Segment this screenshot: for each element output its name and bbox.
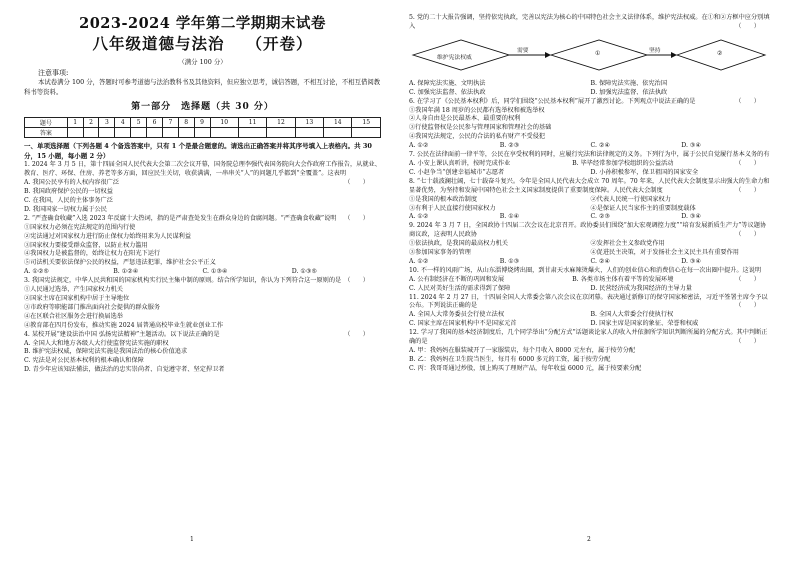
table-cell: 3 bbox=[99, 118, 115, 128]
table-cell: 10 bbox=[210, 118, 238, 128]
question-11 bbox=[409, 294, 772, 312]
answer-cell[interactable] bbox=[352, 128, 381, 138]
answer-paren: （ ） bbox=[735, 338, 760, 346]
option: D. 青少年应该知法懂法，做法治的忠实崇尚者、自觉遵守者、坚定捍卫者 bbox=[24, 366, 225, 374]
answer-paren: （ ） bbox=[344, 330, 369, 338]
flow-arrow-1-label: 需要 bbox=[517, 47, 529, 54]
options-row bbox=[24, 268, 381, 277]
answer-cell[interactable] bbox=[324, 128, 352, 138]
option: A. ①② bbox=[409, 213, 429, 221]
table-cell: 答案 bbox=[25, 128, 68, 138]
page-number: 1 bbox=[190, 536, 194, 543]
answer-paren: （ ） bbox=[344, 214, 369, 222]
answer-cell[interactable] bbox=[267, 128, 295, 138]
option: B. 各类市场主体有着平等的发展环境 bbox=[572, 275, 674, 283]
options-row bbox=[409, 240, 772, 249]
table-cell: 8 bbox=[178, 118, 194, 128]
option: B. 乙：我妈妈在卫生院当医生，每月有 6000 多元的工资，属于按劳分配 bbox=[409, 355, 611, 363]
statement: ②国家主席在国家机构中居于主导地位 bbox=[24, 294, 130, 302]
option: B. ②③ bbox=[499, 142, 520, 150]
options-row bbox=[409, 213, 772, 222]
notes-text: 本试卷满分 100 分，答题时可参考道德与法治教科书及其他资料，但应独立思考，诚信答题，不相互讨论，不相互借阅教科书等资料。 bbox=[24, 78, 381, 96]
answer-cell[interactable] bbox=[99, 128, 115, 138]
option: D. 加强宪法监督、依法执政 bbox=[590, 88, 668, 96]
question-3 bbox=[24, 277, 381, 286]
table-cell: 题号 bbox=[25, 118, 68, 128]
table-cell: 2 bbox=[83, 118, 99, 128]
answer-cell[interactable] bbox=[178, 128, 194, 138]
option: C. 丙：我哥哥通过炒股，加上购买了理财产品，每年收益 6000 元，属于按要素分配 bbox=[409, 364, 642, 372]
answer-cell[interactable] bbox=[210, 128, 238, 138]
answer-paren: （ ） bbox=[344, 277, 369, 285]
question-text: 2. “严查确食收藏”入选 2023 年反腐十大热词，指的是严肃查处发生在群众身边的食腐问题。“严查确食收藏”说明 bbox=[24, 214, 337, 222]
question-2 bbox=[24, 215, 381, 224]
question-6 bbox=[409, 98, 772, 107]
question-9 bbox=[409, 222, 772, 240]
statement: ③行使监督权是公民参与管理国家和管理社会的基础 bbox=[409, 124, 552, 132]
statement: ②发挥社会主义参政党作用 bbox=[590, 240, 665, 248]
answer-cell[interactable] bbox=[83, 128, 99, 138]
option: B. 保障宪法实施、依宪治国 bbox=[590, 79, 668, 87]
option: A. 甲：我妈妈在服装城开了一家服装店，每个月收入 8000 元左右，属于按劳分配 bbox=[409, 347, 636, 354]
table-cell: 6 bbox=[147, 118, 163, 128]
option: A. 全国人大和地方各级人大行使监督宪法实施的职权 bbox=[24, 339, 169, 347]
answer-paren: （ ） bbox=[735, 302, 760, 310]
answer-paren: （ ） bbox=[735, 159, 760, 167]
table-cell: 9 bbox=[194, 118, 210, 128]
option: B. ①④ bbox=[499, 213, 520, 221]
option: B. ①②④ bbox=[113, 268, 139, 276]
page-number: 2 bbox=[587, 536, 591, 543]
option: D. ③④ bbox=[681, 213, 702, 221]
answer-cell[interactable] bbox=[194, 128, 210, 138]
statement: ①我国年满 18 周岁的公民都有选举权和被选举权 bbox=[409, 106, 545, 114]
options-row bbox=[409, 320, 772, 329]
part-one-heading: 第一部分 选择题（共 30 分） bbox=[131, 102, 274, 113]
table-cell: 5 bbox=[131, 118, 147, 128]
option: A. 公有制经济在不断的巩固和发展 bbox=[409, 275, 505, 283]
options-row bbox=[409, 196, 772, 205]
question-text: 4. 某校开展“建设法治中国 弘扬宪法精神”主题活动。以下说法正确的是 bbox=[24, 330, 220, 338]
flow-arrow-2-label: 坚持 bbox=[649, 47, 661, 54]
options-row bbox=[409, 249, 772, 258]
statement: ②代表人民统一行使国家权力 bbox=[590, 195, 671, 203]
exam-page-2 bbox=[397, 0, 794, 561]
answer-paren: （ ） bbox=[344, 179, 369, 187]
flow-diagram bbox=[409, 34, 772, 76]
option: A. 全国人大常务委员会行使立法权 bbox=[409, 311, 505, 319]
options-row bbox=[409, 160, 735, 169]
statement: ②宪法通过对国家权力进行防止保权力始终用来为人民谋利益 bbox=[24, 232, 192, 240]
answer-cell[interactable] bbox=[115, 128, 131, 138]
statement: ①是我国的根本政治制度 bbox=[409, 195, 478, 203]
answer-paren: （ ） bbox=[735, 231, 760, 239]
flow-box-1-label: 维护宪法权威 bbox=[437, 54, 472, 61]
option: B. 我国政府保护公民的一切权益 bbox=[24, 188, 113, 196]
answer-paren: （ ） bbox=[735, 22, 760, 30]
option: C. 人民对美好生活的需求得到了保障 bbox=[409, 284, 511, 292]
answer-cell[interactable] bbox=[238, 128, 266, 138]
answer-cell[interactable] bbox=[131, 128, 147, 138]
question-text: 5. 党的二十大报告强调，坚持依宪执政，完善以宪法为核心的中国特色社会主义法律体系，维护宪法权威。在①和②方框中应分别填入 bbox=[409, 14, 770, 30]
exam-subtitle bbox=[24, 33, 381, 54]
option: C. 在我国，人民的主体事务广泛 bbox=[24, 197, 113, 204]
statement: ③市政府等职能部门推出面向社会提供的群众服务 bbox=[24, 303, 161, 311]
answer-table-answer-row bbox=[25, 128, 381, 138]
statement: ①人民通过选举，产生国家权力机关 bbox=[24, 286, 123, 294]
statement: ③有利于人民直接行使国家权力 bbox=[409, 204, 496, 212]
answer-table bbox=[24, 117, 381, 138]
table-cell: 15 bbox=[352, 118, 381, 128]
option: B. 维护宪法权威，保障宪法实施是我国法治的核心价值追求 bbox=[24, 348, 188, 356]
option: C. ②④ bbox=[590, 257, 611, 265]
option: C. ②③ bbox=[590, 213, 611, 221]
statement: ③国家权力要接受群众监督，以防止权力滥用 bbox=[24, 241, 148, 249]
table-cell: 7 bbox=[162, 118, 178, 128]
options-row bbox=[409, 142, 772, 151]
options-row bbox=[409, 258, 772, 267]
option: A. 我国公民享有的人权内容很广泛 bbox=[24, 179, 120, 187]
option: B. 毕毕经常参加学校组织的公益活动 bbox=[572, 159, 674, 167]
option: C. ②④ bbox=[590, 142, 611, 150]
statement: ④教育部在四月份发布，推动实施 2024 届普通高校毕业生就业创业工作 bbox=[24, 321, 224, 329]
option: D. ③④ bbox=[681, 257, 702, 265]
flow-box-2-label: ① bbox=[595, 50, 601, 57]
statement: ②人身自由是公民最基本、最重要的权利 bbox=[409, 115, 521, 123]
question-12 bbox=[409, 329, 772, 347]
statement: ①依法执政，是我国的最高权力机关 bbox=[409, 240, 508, 248]
table-cell: 12 bbox=[267, 118, 295, 128]
statement: ④促进民主决策，对于发扬社会主义民主具有重要作用 bbox=[590, 249, 739, 257]
options-row bbox=[409, 311, 772, 320]
subject-name: 八年级道德与法治 bbox=[92, 34, 225, 53]
table-cell: 13 bbox=[295, 118, 323, 128]
question-text: 8. “七十载波澜壮阔，七十载奋斗复兴。今年是全国人民代表大会成立 70 周年。70 年来，人民代表大会制度显示出强大的生命力和显著优势，为坚持和发展中国特色社会主义国家制度提供了重要制度保障。人民代表大会制度 bbox=[409, 177, 770, 194]
options-row bbox=[409, 89, 772, 98]
section-one-instructions: 一、单项选择题（下列各题 4 个备选答案中，只有 1 个是最合题意的。请选出正确答案并将其序号填入上表格内。共 30 分，15 小题，每小题 2 分） bbox=[24, 142, 372, 160]
option: A. 保障宪法实施、文明执法 bbox=[409, 79, 486, 87]
answer-table-header-row bbox=[25, 118, 381, 128]
statement: ④我国权力是被监督的，始终让权力在阳光下运行 bbox=[24, 250, 161, 258]
option: B. ①③ bbox=[499, 257, 520, 265]
table-cell: 11 bbox=[238, 118, 266, 128]
question-text: 6. 在学习了《公民基本权利》后，同学们围绕“公民基本权利”展开了激烈讨论。下列观点中说法正确的是 bbox=[409, 97, 696, 105]
question-5 bbox=[409, 14, 772, 32]
statement: ④在区联合社区服务会进行换届选举 bbox=[24, 312, 123, 320]
question-text: 12. 学习了我国的基本经济制度后，几个同学举出“分配方式”话题谈论家人的收入并依据所学知识判断所属的分配方式。其中判断正确的是 bbox=[409, 329, 768, 346]
answer-paren: （ ） bbox=[735, 97, 760, 105]
statement: ④是保证人民当家作主的重要制度载体 bbox=[590, 204, 696, 212]
option: C. 国家主席在国家机构中不是国家元首 bbox=[409, 320, 517, 328]
option: C. 加强宪法监督、依法执政 bbox=[409, 88, 486, 96]
option: B. 全国人大常委会行使执行权 bbox=[590, 311, 674, 319]
answer-cell[interactable] bbox=[147, 128, 163, 138]
option: A. ①② bbox=[409, 257, 429, 265]
question-text: 1. 2024 年 3 月 5 日，第十四届全国人民代表大会第二次会议开幕，国务院总理李强代表国务院向大会作政府工作报告，从就业、教育、医疗、环保、住房、养老等多方面，回应民生关切，收获满满，一串串关“人”的问题几乎都到“全覆盖”。这表明 bbox=[24, 161, 381, 178]
table-cell: 4 bbox=[115, 118, 131, 128]
question-text: 9. 2024 年 3 月 7 日，全国政协十四届二次会议在北京召开。政协委员们围绕“加大宏观调控力度”“培育发展新质生产力”等议题协商议政，这表明人民政协 bbox=[409, 222, 767, 239]
question-text: 11. 2024 年 2 月 27 日，十四届全国人大常委会第八次会议在京闭幕。表决通过新修订的保守国家秘密法，习近平签署主席令予以公布。下列说法正确的是 bbox=[409, 293, 768, 310]
question-text: 3. 我国宪法规定，中华人民共和国的国家机构实行民主集中制的原则。结合所学知识，你认为下列符合这一原则的是 bbox=[24, 277, 342, 285]
option: A. ①②⑤ bbox=[24, 268, 50, 276]
statement: ④我国宪法规定，公民的合法的私有财产不受侵犯 bbox=[409, 133, 546, 141]
option: D. 我国国家一切权力属于公民 bbox=[24, 205, 107, 213]
exam-mode: （开卷） bbox=[246, 34, 313, 53]
options-row bbox=[409, 285, 772, 294]
answer-cell[interactable] bbox=[295, 128, 323, 138]
answer-paren: （ ） bbox=[735, 186, 760, 194]
options-row bbox=[409, 205, 772, 214]
answer-cell[interactable] bbox=[67, 128, 83, 138]
notes-heading: 注意事项: bbox=[38, 69, 69, 77]
options-row bbox=[409, 169, 772, 178]
statement: ⑤司法机关要依法保护公民的权益，严惩违法犯罪，维护社会公平正义 bbox=[24, 259, 216, 267]
option: D. 小孙积极参军，保卫祖国的国家安全 bbox=[590, 168, 699, 176]
option: D. ③④ bbox=[681, 142, 702, 150]
options-row bbox=[409, 80, 772, 89]
option: C. 宪法是对公民基本权利的根本确认和保障 bbox=[24, 357, 144, 365]
question-text: 7. 公民在法律面前一律平等，公民在享受权利的同时，应履行宪法和法律规定的义务。下列行为中，属于公民自觉履行基本义务的有 bbox=[409, 151, 770, 159]
table-cell: 1 bbox=[67, 118, 83, 128]
question-4 bbox=[24, 331, 381, 340]
option: A. ①② bbox=[409, 142, 429, 150]
options-row bbox=[409, 276, 735, 285]
answer-cell[interactable] bbox=[162, 128, 178, 138]
exam-title: 2023-2024 学年第二学期期末试卷 bbox=[79, 15, 326, 32]
question-text: 10. 不一样的风雨广场，从山东淄博烧烤出圈，到甘肃天水麻辣烫爆火，人们的创业信心和消费信心在每一次出圈中提升。这说明 bbox=[409, 266, 762, 274]
answer-paren: （ ） bbox=[735, 275, 760, 283]
statement: ①国家权力必须在宪法规定的范围内行使 bbox=[24, 223, 136, 231]
option: D. ①③⑤ bbox=[291, 268, 318, 276]
option: A. 小安上课认真听讲，按时完成作业 bbox=[409, 159, 511, 167]
option: D. 民营经济成为我国经济的主导力量 bbox=[590, 284, 692, 292]
option: D. 国家主席是国家的象征、荣誉和权威 bbox=[590, 320, 699, 328]
option: C. 小赵争当“创建幸福城市”志愿者 bbox=[409, 168, 505, 176]
statement: ③参加国家事务的管理 bbox=[409, 249, 471, 257]
flow-box-3-label: ② bbox=[717, 50, 723, 57]
question-8 bbox=[409, 178, 772, 196]
total-score: （满分 100 分） bbox=[178, 58, 227, 66]
option: C. ①③④ bbox=[202, 268, 228, 276]
table-cell: 14 bbox=[324, 118, 352, 128]
